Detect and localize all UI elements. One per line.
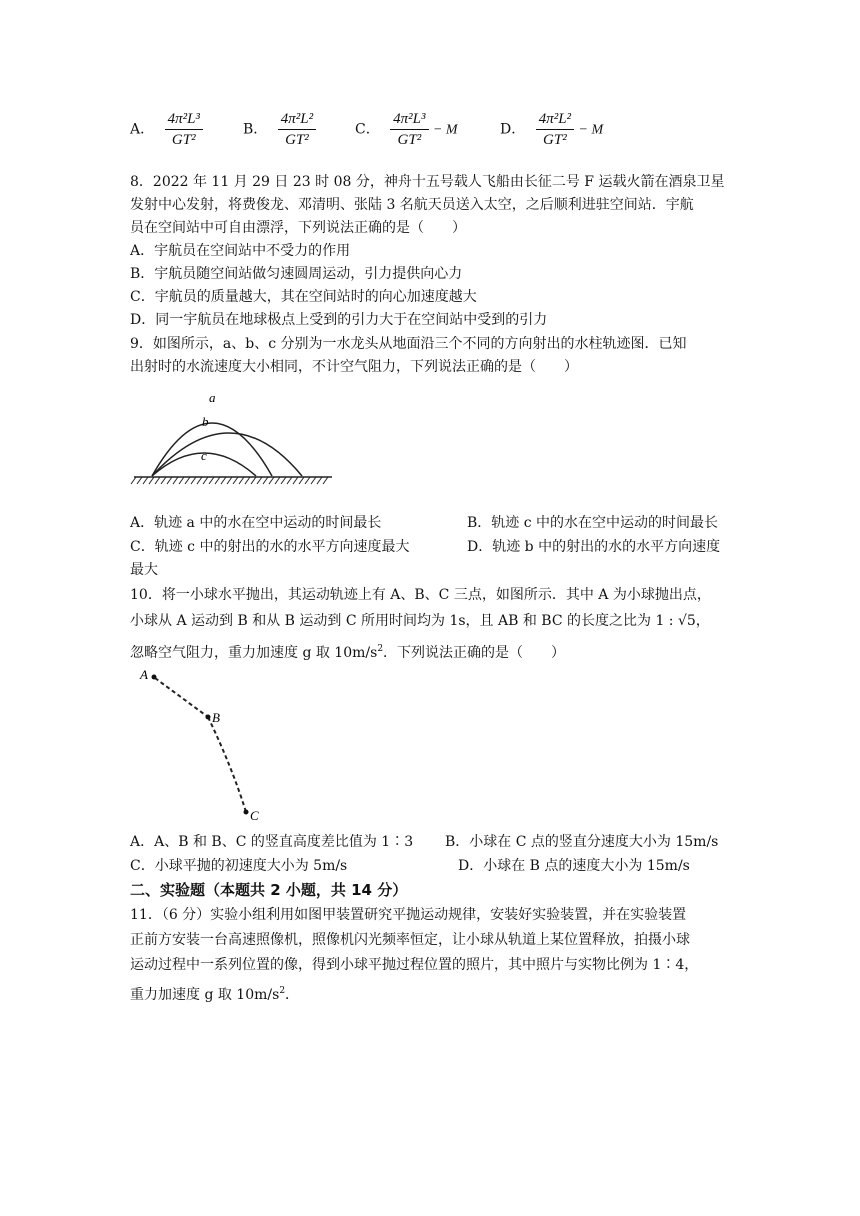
hatch-mark xyxy=(275,477,280,484)
q11-stem-line-2: 正前方安装一台高速照像机，照像机闪光频率恒定，让小球从轨道上某位置释放，拍摄小球 xyxy=(130,932,690,948)
q7-option-d-formula: $\frac{\text{4π²L²}}{\text{GT²}}$ xyxy=(536,110,574,149)
point-c-label: C xyxy=(250,808,259,823)
ground-hatching xyxy=(131,477,328,484)
q10-option-d: D．小球在 B 点的速度大小为 15m/s xyxy=(458,858,690,874)
hatch-mark xyxy=(221,477,226,484)
q10-stem-line-3: 忽略空气阻力，重力加速度 g 取 $10m/s^2$．下列说法正确的是（ ） xyxy=(130,644,566,661)
hatch-mark xyxy=(209,477,214,484)
q8-option-a: A．宇航员在空间站中不受力的作用 xyxy=(130,243,351,259)
trajectory-a xyxy=(152,423,272,476)
q11-stem-line-3: 运动过程中一系列位置的像，得到小球平抛过程位置的照片，其中照片与实物比例为 1∶4， xyxy=(130,957,699,973)
q7-option-c: C． $\frac{\text{4π²L³}}{\text{GT²}}$ − M xyxy=(355,111,458,148)
hatch-mark xyxy=(251,477,256,484)
hatch-mark xyxy=(245,477,250,484)
label-c: c xyxy=(201,448,207,463)
hatch-mark xyxy=(185,477,190,484)
q10-option-b: B．小球在 C 点的竖直分速度大小为 15m/s xyxy=(445,834,719,850)
q7-option-a-formula: $\frac{\text{4π²L³}}{\text{GT²}}$ xyxy=(165,110,203,149)
point-b-label: B xyxy=(212,710,220,725)
hatch-mark xyxy=(203,477,208,484)
hatch-mark xyxy=(227,477,232,484)
q9-stem-line-1: 9．如图所示，a、b、c 分别为一水龙头从地面沿三个不同的方向射出的水柱轨迹图．已知 xyxy=(130,336,687,352)
hatch-mark xyxy=(167,477,172,484)
hatch-mark xyxy=(311,477,316,484)
hatch-mark xyxy=(293,477,298,484)
segment-ab xyxy=(155,678,208,717)
hatch-mark xyxy=(191,477,196,484)
label-b: b xyxy=(202,414,209,429)
hatch-mark xyxy=(263,477,268,484)
q9-option-b: B．轨迹 c 中的水在空中运动的时间最长 xyxy=(467,515,719,531)
trajectory-b xyxy=(152,433,302,476)
hatch-mark xyxy=(173,477,178,484)
hatch-mark xyxy=(161,477,166,484)
hatch-mark xyxy=(287,477,292,484)
q8-option-b: B．宇航员随空间站做匀速圆周运动，引力提供向心力 xyxy=(130,266,463,282)
point-a-dot xyxy=(152,675,157,680)
hatch-mark xyxy=(269,477,274,484)
hatch-mark xyxy=(131,477,136,484)
q7-option-d: D． $\frac{\text{4π²L²}}{\text{GT²}}$ − M xyxy=(500,111,604,148)
q9-stem-line-2: 出射时的水流速度大小相同，不计空气阻力，下列说法正确的是（ ） xyxy=(130,359,578,375)
point-c-dot xyxy=(244,810,249,815)
point-b-dot xyxy=(206,715,211,720)
hatch-mark xyxy=(239,477,244,484)
q8-option-c: C．宇航员的质量越大，其在空间站时的向心加速度越大 xyxy=(130,289,477,305)
q10-stem-line-2: 小球从 A 运动到 B 和从 B 运动到 C 所用时间均为 1s，且 AB 和 BC 的长度之比为 1 : √5， xyxy=(130,613,710,629)
q9-option-d: D．轨迹 b 中的射出的水的水平方向速度 xyxy=(467,539,721,555)
q9-option-a: A．轨迹 a 中的水在空中运动的时间最长 xyxy=(130,515,382,531)
hatch-mark xyxy=(323,477,328,484)
projectile-path-figure xyxy=(130,662,280,827)
hatch-mark xyxy=(155,477,160,484)
q7-option-c-formula: $\frac{\text{4π²L³}}{\text{GT²}}$ xyxy=(390,110,428,149)
q7-option-a: A． $\frac{\text{4π²L³}}{\text{GT²}}$ xyxy=(130,110,203,149)
q10-stem-line-1: 10．将一小球水平抛出，其运动轨迹上有 A、B、C 三点，如图所示．其中 A 为小球抛出点， xyxy=(130,587,711,603)
hatch-mark xyxy=(233,477,238,484)
q8-stem-line-3: 员在空间站中可自由漂浮，下列说法正确的是（ ） xyxy=(130,220,466,236)
hatch-mark xyxy=(137,477,142,484)
q8-stem-line-1: 8．2022 年 11 月 29 日 23 时 08 分，神舟十五号载人飞船由长征二号 F 运载火箭在酒泉卫星 xyxy=(130,174,725,190)
hatch-mark xyxy=(305,477,310,484)
hatch-mark xyxy=(179,477,184,484)
segment-bc xyxy=(208,717,246,812)
q8-option-d: D．同一宇航员在地球极点上受到的引力大于在空间站中受到的引力 xyxy=(130,312,548,328)
section-2-heading: 二、实验题（本题共 2 小题，共 14 分） xyxy=(130,881,408,899)
q7-option-b-formula: $\frac{\text{4π²L²}}{\text{GT²}}$ xyxy=(278,110,316,149)
hatch-mark xyxy=(149,477,154,484)
hatch-mark xyxy=(197,477,202,484)
hatch-mark xyxy=(257,477,262,484)
water-trajectory-figure xyxy=(130,388,340,498)
q9-option-c: C．轨迹 c 中的射出的水的水平方向速度最大 xyxy=(130,539,410,555)
q9-option-d-continued: 最大 xyxy=(130,562,158,578)
q11-stem-line-1: 11．（6 分）实验小组利用如图甲装置研究平抛运动规律，安装好实验装置，并在实验装置 xyxy=(130,907,687,923)
hatch-mark xyxy=(143,477,148,484)
q7-option-b: B． $\frac{\text{4π²L²}}{\text{GT²}}$ xyxy=(243,110,316,149)
hatch-mark xyxy=(299,477,304,484)
hatch-mark xyxy=(215,477,220,484)
q10-option-c: C．小球平抛的初速度大小为 5m/s xyxy=(130,858,348,874)
q10-option-a: A．A、B 和 B、C 的竖直高度差比值为 1∶3 xyxy=(130,834,414,850)
q11-stem-line-4: 重力加速度 g 取 $10m/s^2$． xyxy=(130,986,300,1003)
point-a-label: A xyxy=(140,667,148,682)
hatch-mark xyxy=(281,477,286,484)
q8-stem-line-2: 发射中心发射，将费俊龙、邓清明、张陆 3 名航天员送入太空，之后顺利进驻空间站．宇航 xyxy=(130,197,694,213)
hatch-mark xyxy=(317,477,322,484)
label-a: a xyxy=(209,390,216,405)
